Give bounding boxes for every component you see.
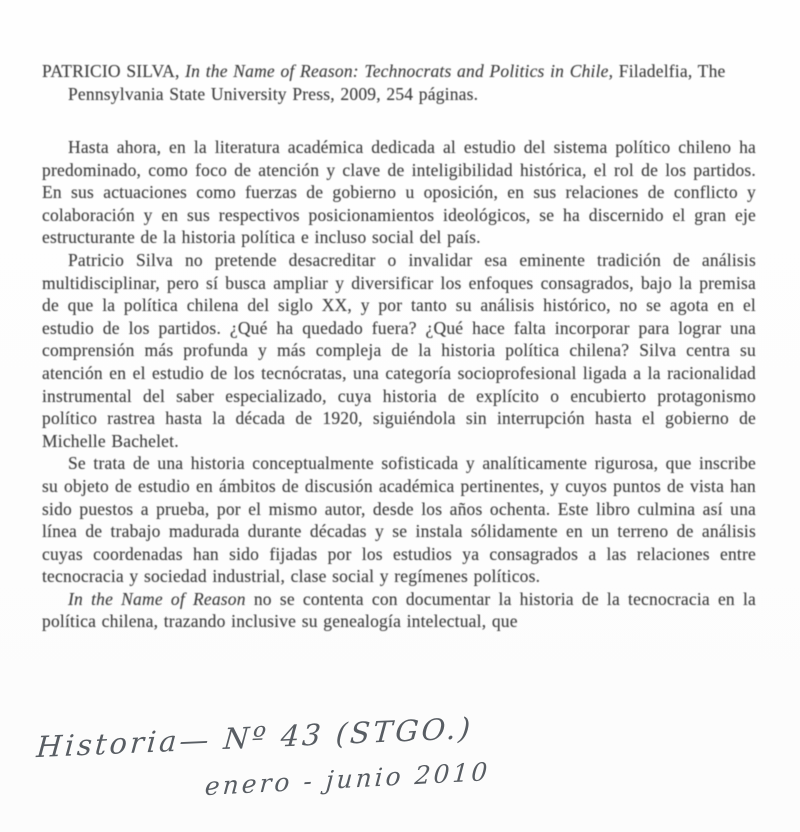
book-title-mention: In the Name of Reason <box>68 588 246 609</box>
printed-text-block <box>42 60 756 633</box>
review-paragraph-2: Patricio Silva no pretende desacreditar o invalidar esa eminente tradición de análisis multidisciplinar, pero sí busca ampliar y diversificar los enfoques consagrados, bajo la premisa de que la política chilena del siglo XX, y por tanto su análisis histórico, no se agota en el estudio de los partidos. ¿Qué ha quedado fuera? ¿Qué hace falta incorporar para lograr una comprensión más profunda y más compleja de la historia política chilena? Silva centra su atención en el estudio de los tecnócratas, una categoría socioprofesional ligada a la racionalidad instrumental del saber especializado, cuya historia de explícito o encubierto protagonismo político rastrea hasta la década de 1920, siguiéndola sin interrupción hasta el gobierno de Michelle Bachelet. <box>42 249 756 451</box>
publication-info: Filadelfia, The Pennsylvania State University Press, 2009, 254 páginas. <box>68 61 726 104</box>
handwritten-journal-issue: Historia— Nº 43 (STGO.) <box>35 710 475 765</box>
book-title: In the Name of Reason: Technocrats and Politics in Chile, <box>185 61 614 81</box>
author-name: PATRICIO SILVA, <box>42 61 180 81</box>
handwritten-date: enero - junio 2010 <box>203 757 492 802</box>
review-paragraph-4 <box>42 588 756 633</box>
review-paragraph-1: Hasta ahora, en la literatura académica dedicada al estudio del sistema político chileno ha predominado, como foco de atención y clave de inteligibilidad histórica, el rol de los partidos. En sus actuaciones como fuerzas de gobierno u oposición, en sus relaciones de conflicto y colaboración y en sus respectivos posicionamientos ideológicos, se ha discernido el gran eje estructurante de la historia política e incluso social del país. <box>42 137 756 248</box>
review-paragraph-4-text: no se contenta con documentar la historia de la tecnocracia en la política chilena, trazando inclusive su genealogía intelectual, que <box>42 588 757 632</box>
handwritten-annotation <box>35 710 658 802</box>
bibliographic-reference <box>42 60 756 106</box>
review-paragraph-3: Se trata de una historia conceptualmente sofisticada y analíticamente rigurosa, que inscribe su objeto de estudio en ámbitos de discusión académica pertinentes, y cuyos puntos de vista han sido puestos a prueba, por el mismo autor, desde los años ochenta. Este libro culmina así una línea de trabajo madurada durante décadas y se instala sólidamente en un terreno de análisis cuyas coordenadas han sido fijadas por los estudios ya consagrados a las relaciones entre tecnocracia y sociedad industrial, clase social y regímenes políticos. <box>42 453 756 587</box>
